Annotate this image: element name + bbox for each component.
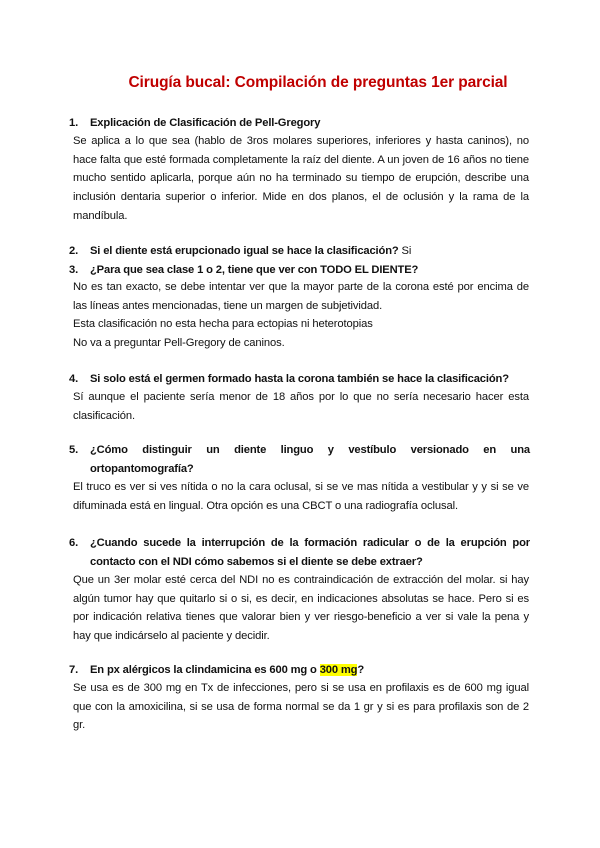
question-text-end: ?	[357, 664, 365, 676]
question-number: 5.	[69, 444, 79, 456]
question-4	[69, 370, 530, 389]
highlighted-text: 300 mg	[319, 664, 358, 676]
question-number: 2.	[69, 245, 79, 257]
question-inline-answer: Si	[398, 245, 412, 257]
question-text: ¿Cómo distinguir un diente linguo y vestíbulo versionado en una ortopantomografía?	[90, 444, 530, 475]
answer-3	[73, 278, 529, 353]
question-1	[69, 114, 530, 133]
answer-6: Que un 3er molar esté cerca del NDI no es contraindicación de extracción del molar. si hay algún tumor hay que quitarlo si o si, es decir, en indicaciones absolutas se hace. Pero si es por indicación relativa tienes que valorar bien y ver riesgo-beneficio a ver si vale la pena y hay que indicárselo al paciente y decidir.	[73, 574, 529, 643]
question-number: 7.	[69, 664, 79, 676]
question-number: 4.	[69, 373, 79, 385]
answer-4: Sí aunque el paciente sería menor de 18 años por lo que no sería necesario hacer esta clasificación.	[73, 391, 529, 422]
answer-1: Se aplica a lo que sea (hablo de 3ros molares superiores, inferiores y hasta caninos), no hace falta que esté formada completamente la raíz del diente. A un joven de 16 años no tiene mucho sentido aplicarla, porque aún no ha terminado su tiempo de erupción, describe una inclusión dentaria superior o inferior. Mide en dos planos, el de oclusión y la rama de la mandíbula.	[73, 135, 529, 222]
question-number: 6.	[69, 537, 79, 549]
question-5	[69, 441, 530, 479]
question-6	[69, 534, 530, 572]
answer-paragraph: No es tan exacto, se debe intentar ver que la mayor parte de la corona esté por encima de las líneas antes mencionadas, tiene un margen de subjetividad.	[73, 281, 529, 312]
question-text: ¿Cuando sucede la interrupción de la formación radicular o de la erupción por contacto con el NDI cómo sabemos si el diente se debe extraer?	[90, 537, 530, 568]
question-text: Si solo está el germen formado hasta la corona también se hace la clasificación?	[90, 373, 509, 385]
question-text: En px alérgicos la clindamicina es 600 mg o	[90, 664, 320, 676]
page-title: Cirugía bucal: Compilación de preguntas 1er parcial	[128, 74, 508, 91]
answer-paragraph: No va a preguntar Pell-Gregory de caninos.	[73, 337, 285, 350]
answer-5: El truco es ver si ves nítida o no la cara oclusal, si se ve mas nítida a vestibular y y si se ve difuminada está en lingual. Otra opción es una CBCT o una radiografía oclusal.	[73, 481, 529, 512]
question-7	[69, 661, 530, 680]
answer-7: Se usa es de 300 mg en Tx de infecciones, pero si se usa en profilaxis es de 600 mg igual que con la amoxicilina, si se usa de forma normal se da 1 gr y si es para profilaxis son de 2 gr.	[73, 682, 529, 732]
question-text: ¿Para que sea clase 1 o 2, tiene que ver con TODO EL DIENTE?	[90, 264, 419, 276]
answer-paragraph: Esta clasificación no esta hecha para ectopias ni heterotopias	[73, 318, 373, 331]
question-number: 3.	[69, 264, 79, 276]
question-text: Explicación de Clasificación de Pell-Gregory	[90, 117, 321, 129]
question-number: 1.	[69, 117, 79, 129]
question-text: Si el diente está erupcionado igual se hace la clasificación?	[90, 245, 399, 257]
question-2	[69, 242, 530, 261]
